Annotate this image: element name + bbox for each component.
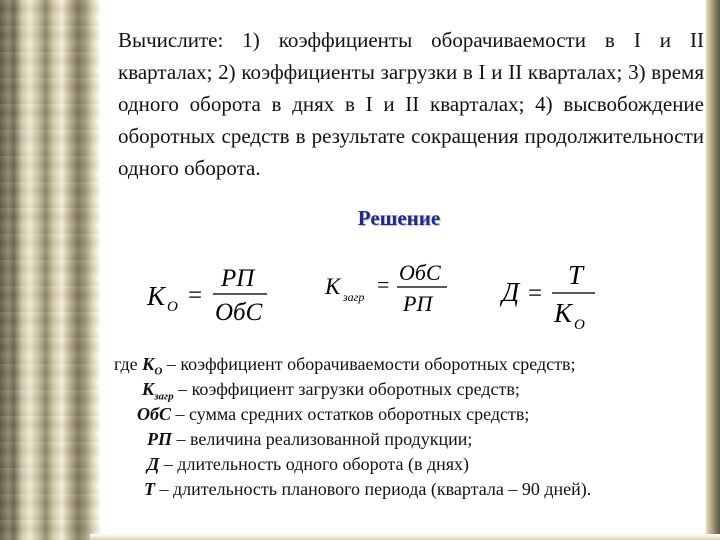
definition-text: – длительность одного оборота (в днях) bbox=[159, 454, 470, 474]
decorative-border-bottom bbox=[90, 534, 720, 540]
formula-d-den-main: К bbox=[554, 298, 572, 328]
formula-ko-lhs: К bbox=[147, 281, 165, 311]
definition-d bbox=[147, 452, 469, 477]
formula-ko-eq: = bbox=[188, 282, 203, 309]
task-text: Вычислите: 1) коэффициенты оборачиваемости в I и II кварталах; 2) коэффициенты загрузки в I и II кварталах; 3) время одного оборота в днях в I и II кварталах; 4) высвобождение оборотных средств в результате сокращения продолжительности одного оборота. bbox=[118, 28, 704, 180]
definition-prefix: где bbox=[114, 354, 143, 374]
formula-kzagr-lhs: К bbox=[325, 274, 341, 299]
formula-turnover-duration bbox=[500, 256, 610, 340]
definition-symbol: Д bbox=[147, 454, 160, 474]
formula-turnover-ratio bbox=[145, 256, 270, 340]
definition-symbol-sub: загр bbox=[154, 390, 174, 403]
solution-heading: Решение bbox=[357, 206, 441, 230]
formula-kzagr-lhs-sub: загр bbox=[343, 290, 365, 304]
definition-symbol: РП bbox=[147, 429, 172, 449]
definition-text: – коэффициент оборачиваемости оборотных средств; bbox=[162, 354, 576, 374]
formula-ko-den: ОбС bbox=[215, 299, 263, 326]
formula-kzagr-num: ОбС bbox=[399, 260, 441, 285]
definition-rp bbox=[147, 427, 472, 452]
formula-ko-num: РП bbox=[221, 265, 255, 292]
definition-symbol: Т bbox=[144, 479, 155, 499]
decorative-border-left bbox=[0, 0, 100, 540]
definition-text: – величина реализованной продукции; bbox=[172, 429, 473, 449]
definition-text: – длительность планового периода (квартала – 90 дней). bbox=[155, 479, 592, 499]
definition-t bbox=[144, 477, 591, 502]
definition-text: – коэффициент загрузки оборотных средств; bbox=[173, 379, 520, 399]
definition-symbol-sub: О bbox=[154, 365, 163, 378]
definition-symbol: К bbox=[142, 379, 155, 399]
definition-obs bbox=[137, 402, 529, 427]
definition-symbol: ОбС bbox=[137, 404, 171, 424]
formula-load-ratio bbox=[323, 256, 458, 340]
formula-d-num: Т bbox=[568, 260, 584, 290]
definition-symbol: К bbox=[142, 354, 155, 374]
definition-text: – сумма средних остатков оборотных средств; bbox=[171, 404, 530, 424]
formulas-block bbox=[145, 256, 665, 340]
formula-d-den-sub: О bbox=[574, 317, 585, 333]
formula-d-eq: = bbox=[528, 280, 543, 307]
formula-kzagr-den: РП bbox=[403, 291, 433, 316]
formula-ko-lhs-sub: О bbox=[167, 299, 178, 315]
decorative-border-right bbox=[706, 0, 720, 540]
formula-d-lhs: Д bbox=[502, 277, 520, 307]
formula-kzagr-eq: = bbox=[377, 272, 390, 297]
